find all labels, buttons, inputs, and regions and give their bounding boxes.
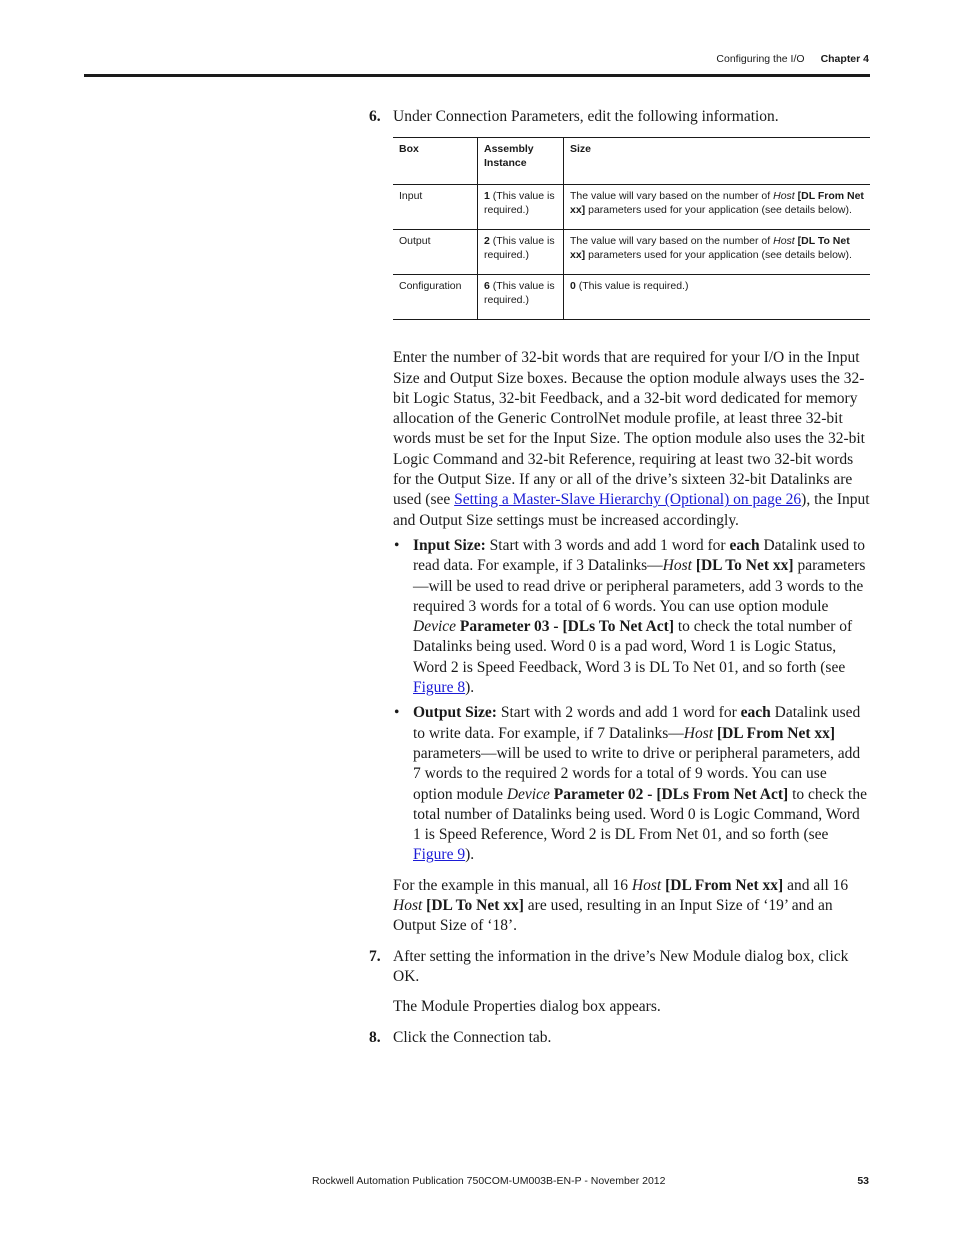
- step-text: Click the Connection tab.: [393, 1028, 552, 1046]
- page-content: [369, 107, 870, 1048]
- module-properties-note: The Module Properties dialog box appears.: [393, 998, 661, 1016]
- table-row: [393, 185, 870, 230]
- step-text: After setting the information in the drive’s New Module dialog box, click OK.: [393, 947, 849, 985]
- connection-parameters-table: [393, 137, 870, 320]
- cell-box: Input: [393, 185, 478, 230]
- figure-8-link[interactable]: Figure 8: [413, 679, 466, 697]
- page-number: 53: [857, 1175, 869, 1187]
- cell-size: 0 (This value is required.): [564, 275, 871, 320]
- bullet-output-size: • Output Size: Start with 2 words and add 1 word for each Datalink used to write data. For example, if 7 Datalinks—Host [DL From Net xx] parameters—will be used to write to drive or peripheral parameters, add 7 words to the required 2 words for a total of 9 words. You can use option module Device Parameter 02 - [DLs From Net Act] to check the total number of Datalinks being used. Word 0 is Logic Command, Word 1 is Speed Reference, Word 2 is DL From Net 01, and so forth (see Figure 9).: [394, 704, 867, 864]
- cell-box: Output: [393, 230, 478, 275]
- cell-box: Configuration: [393, 275, 478, 320]
- cell-instance: 2 (This value is required.): [478, 230, 564, 275]
- master-slave-link[interactable]: Setting a Master-Slave Hierarchy (Optional) on page 26: [454, 491, 802, 509]
- publication-id: Rockwell Automation Publication 750COM-UM003B-EN-P - November 2012: [312, 1175, 666, 1187]
- col-header-box: Box: [393, 138, 478, 185]
- step-number: 7.: [369, 947, 381, 965]
- bullet-icon: •: [394, 536, 400, 554]
- cell-instance: 6 (This value is required.): [478, 275, 564, 320]
- table-row: [393, 275, 870, 320]
- running-header: [716, 53, 869, 65]
- figure-9-link[interactable]: Figure 9: [413, 846, 466, 864]
- col-header-size: Size: [564, 138, 871, 185]
- table-header-row: [393, 138, 870, 185]
- example-paragraph: For the example in this manual, all 16 Host [DL From Net xx] and all 16 Host [DL To Net xx] are used, resulting in an Input Size of ‘19’ and an Output Size of ‘18’.: [393, 876, 849, 935]
- table-row: [393, 230, 870, 275]
- step-7: [369, 947, 870, 988]
- step-number: 6.: [369, 108, 381, 125]
- step-6: [369, 107, 870, 127]
- header-section: Configuring the I/O: [716, 53, 805, 65]
- step-text: Under Connection Parameters, edit the following information.: [393, 108, 779, 125]
- cell-size: The value will vary based on the number of Host [DL From Net xx] parameters used for your application (see details below).: [564, 185, 871, 230]
- header-chapter: Chapter 4: [820, 53, 869, 65]
- io-size-paragraph: Enter the number of 32-bit words that are required for your I/O in the Input Size and Output Size boxes. Because the option module always uses the 32-bit Logic Status, 32-bit Feedback, and a 32-bit word dedicated for memory allocation of the Generic ControlNet module profile, at least three 32-bit words must be set for the Input Size. The option module also uses the 32-bit Logic Command and 32-bit Reference, requiring at least two 32-bit words for the Output Size. If any or all of the drive’s sixteen 32-bit Datalinks are used (see Setting a Master-Slave Hierarchy (Optional) on page 26), the Input and Output Size settings must be increased accordingly.: [393, 349, 870, 529]
- size-bullet-list: [369, 536, 870, 866]
- cell-size: The value will vary based on the number of Host [DL To Net xx] parameters used for your application (see details below).: [564, 230, 871, 275]
- bullet-icon: •: [394, 704, 400, 722]
- cell-instance: 1 (This value is required.): [478, 185, 564, 230]
- step-number: 8.: [369, 1028, 381, 1046]
- header-rule: [84, 74, 870, 77]
- col-header-assembly-instance: Assembly Instance: [478, 138, 564, 185]
- bullet-input-size: • Input Size: Start with 3 words and add 1 word for each Datalink used to read data. For example, if 3 Datalinks—Host [DL To Net xx] parameters—will be used to read drive or peripheral parameters, add 3 words to the required 3 words for a total of 6 words. You can use option module Device Parameter 03 - [DLs To Net Act] to check the total number of Datalinks being used. Word 0 is a pad word, Word 1 is Logic Status, Word 2 is Speed Feedback, Word 3 is DL To Net 01, and so forth (see Figure 8).: [394, 536, 866, 697]
- step-8: [369, 1028, 870, 1048]
